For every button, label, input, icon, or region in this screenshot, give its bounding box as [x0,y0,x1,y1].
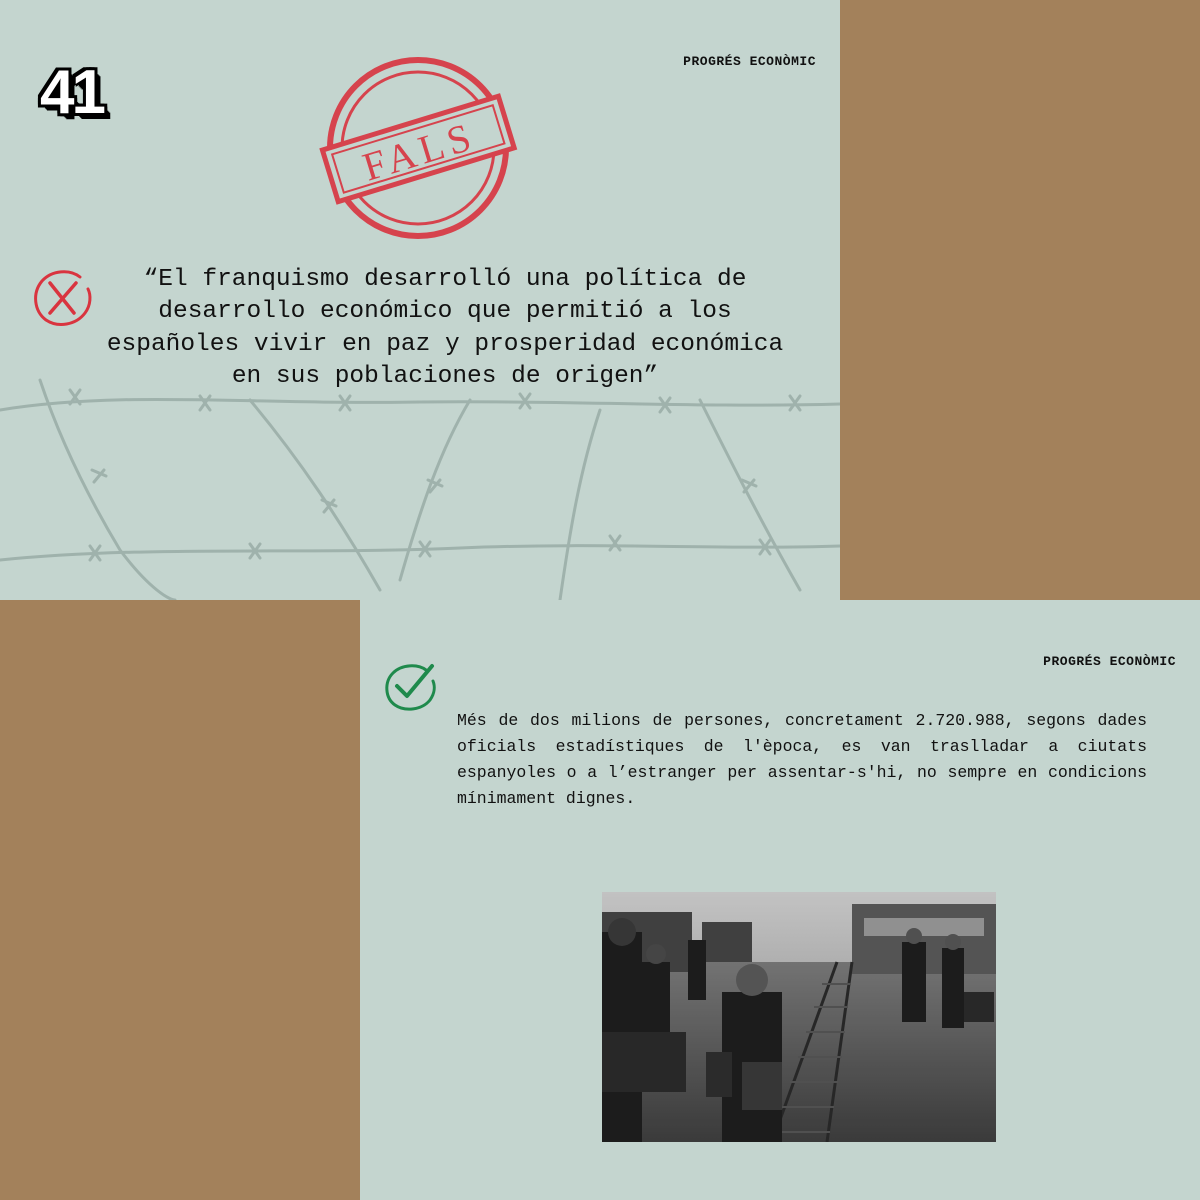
fals-stamp [312,50,524,245]
slide-number: 41 [40,58,103,127]
section-label: PROGRÉS ECONÒMIC [683,54,816,69]
stamp-text: FALS [357,113,481,190]
x-circle-icon [30,265,94,329]
fact-text: Més de dos milions de persones, concretament 2.720.988, segons dades oficials estadístiques de l'època, es van traslladar a ciutats espanyoles o a l’estranger per assentar-s'hi, no sempre en condicions mínimament dignes. [457,711,1147,809]
bottom-panel [360,600,1200,1200]
top-panel [0,0,840,600]
false-claim-text: “El franquismo desarrolló una política de desarrollo económico que permitió a los españoles vivir en paz y prosperidad económica en sus poblaciones de origen” [106,266,784,390]
barbed-wire-decoration [0,360,840,600]
section-label: PROGRÉS ECONÒMIC [1043,654,1176,669]
emigrants-photo [602,892,996,1142]
check-circle-icon [382,662,438,712]
